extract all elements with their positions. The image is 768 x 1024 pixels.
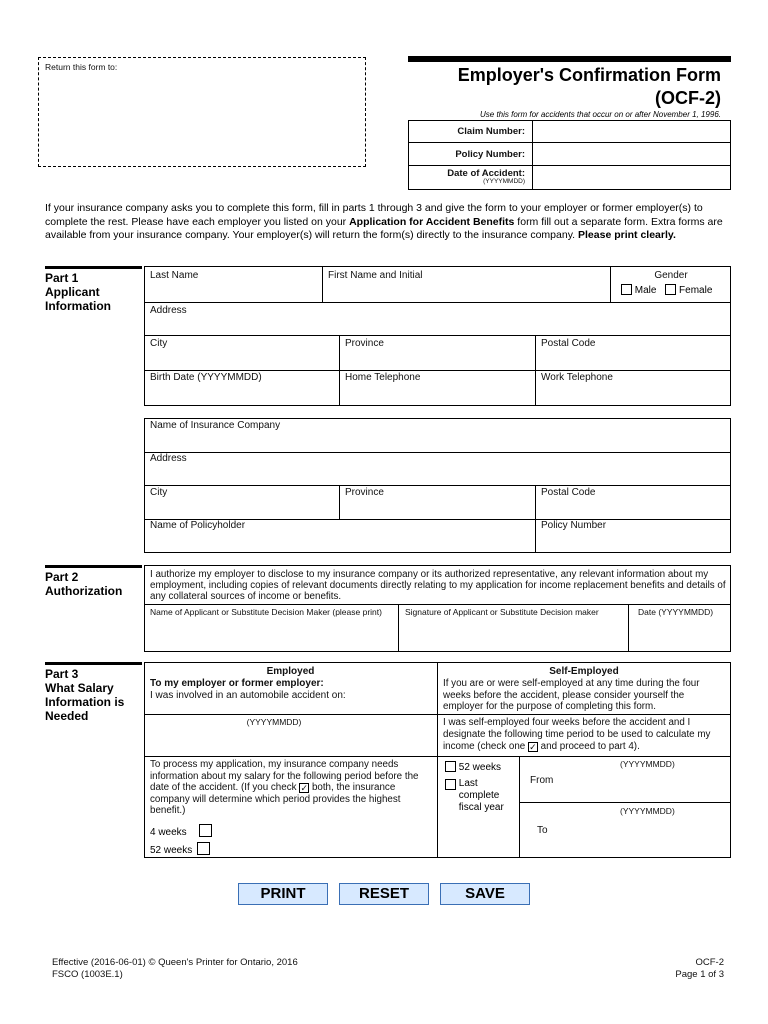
female-checkbox[interactable] [665, 284, 676, 295]
employed-date-format: (YYYYMMDD) [246, 717, 302, 727]
intro-paragraph [45, 202, 735, 243]
employed-involved-text: I was involved in an automobile accident on: [150, 690, 346, 701]
from-label: From [530, 775, 554, 786]
footer-effective: Effective (2016-06-01) © Queen's Printer for Ontario, 2016 [52, 957, 298, 968]
self-fiscal-year-checkbox[interactable] [445, 779, 456, 790]
gender-label: Gender [654, 270, 688, 281]
checkmark-icon-2: ✓ [529, 742, 537, 752]
part1-title-line1: Part 1 [45, 271, 79, 285]
self-fiscal-year-option [445, 778, 504, 814]
gender-options [621, 284, 712, 297]
part3-title-line1: Part 3 [45, 667, 79, 681]
authorization-date-field[interactable]: Date (YYYYMMDD) [638, 607, 714, 617]
postal-code-field[interactable]: Postal Code [541, 338, 596, 349]
checkmark-icon: ✓ [300, 783, 308, 793]
insurance-province-field[interactable]: Province [345, 487, 384, 498]
form-title: Employer's Confirmation Form [457, 65, 721, 85]
part1-title [45, 271, 111, 313]
insurance-address-field[interactable]: Address [150, 453, 187, 464]
part2-title-line2: Authorization [45, 584, 123, 598]
fifty-two-weeks-option [150, 842, 210, 858]
intro-bold-2: Please print clearly. [578, 229, 676, 241]
four-weeks-option [150, 824, 212, 840]
signature-field[interactable]: Signature of Applicant or Substitute Decision maker [405, 607, 599, 617]
date-of-accident-label: Date of Accident: [447, 168, 525, 179]
self-last-line1: Last [458, 778, 478, 789]
footer-fsco: FSCO (1003E.1) [52, 969, 123, 980]
self-last-line3: fiscal year [458, 802, 504, 813]
insurance-city-field[interactable]: City [150, 487, 168, 498]
work-telephone-field[interactable]: Work Telephone [541, 372, 613, 383]
date-of-accident-format: (YYYYMMDD) [483, 178, 525, 185]
to-date-format: (YYYYMMDD) [620, 806, 675, 816]
self-last-line2: complete [458, 790, 500, 801]
employed-accident-date-field[interactable] [146, 728, 435, 754]
city-field[interactable]: City [150, 338, 168, 349]
self-designate-2: and proceed to part 4). [537, 741, 640, 752]
birth-date-field[interactable]: Birth Date (YYYYMMDD) [150, 372, 262, 383]
policyholder-field[interactable]: Name of Policyholder [150, 520, 246, 531]
policy-number-label: Policy Number: [455, 149, 525, 160]
employed-process-2: both, the insurance company will determine which period provides the highest benefit.) [150, 782, 401, 816]
self-52-weeks-option [445, 761, 501, 774]
last-name-field[interactable]: Last Name [150, 270, 199, 281]
intro-text-1: If your insurance company asks you to complete this form, fill in parts 1 through 3 and give the form to your employer or former employer(s) to complete the rest. Please have each employer you listed on your [45, 202, 703, 228]
employed-process-1: To process my application, my insurance company needs information about my salary for the following period before the date of the accident. (If you check [150, 759, 419, 793]
authorization-statement: I authorize my employer to disclose to my insurance company or its authorized representative, any relevant information about my employment, including copies of relevant documents directly relating to my application for income replacement benefits and details of any collateral sources of income or benefits. [150, 569, 726, 602]
address-field[interactable]: Address [150, 305, 187, 316]
employed-heading: Employed [266, 666, 315, 677]
self-employed-text: If you are or were self-employed at any time during the four weeks before the accident, please consider yourself the employer for the purpose of completing this form. [443, 678, 700, 712]
return-address-label: Return this form to: [45, 62, 118, 72]
return-address-box[interactable] [38, 57, 366, 167]
first-name-field[interactable]: First Name and Initial [328, 270, 423, 281]
to-date-field[interactable] [560, 818, 728, 848]
intro-bold-1: Application for Accident Benefits [349, 215, 515, 228]
four-weeks-checkbox[interactable] [199, 824, 212, 837]
intro-text-2: form fill out a separate form. Extra forms are available from your insurance company. Your employer(s) will return the form(s) directly to the insurance company. [45, 215, 723, 241]
part3-title-line2: What Salary [45, 681, 114, 695]
date-of-accident-field[interactable] [534, 167, 729, 188]
home-telephone-field[interactable]: Home Telephone [345, 372, 421, 383]
footer-page: Page 1 of 3 [675, 969, 724, 980]
self-fiscal-year-label [459, 778, 504, 814]
part1-bar [45, 266, 142, 269]
save-button[interactable]: SAVE [440, 883, 530, 905]
insurance-policy-number-field[interactable]: Policy Number [541, 520, 607, 531]
employed-process-text [150, 759, 430, 817]
from-date-format: (YYYYMMDD) [620, 759, 675, 769]
part3-title-line4: Needed [45, 709, 89, 723]
header-black-bar [408, 56, 731, 62]
part2-title-line1: Part 2 [45, 570, 79, 584]
part2-bar [45, 565, 142, 568]
footer-code: OCF-2 [695, 957, 724, 968]
part1-title-line2: Applicant [45, 285, 100, 299]
employed-to-employer: To my employer or former employer: [150, 678, 324, 689]
to-label: To [537, 825, 548, 836]
form-code: (OCF-2) [655, 88, 721, 108]
female-label: Female [679, 285, 713, 296]
policy-number-field[interactable] [534, 144, 729, 164]
part3-title [45, 667, 124, 723]
fifty-two-weeks-checkbox[interactable] [197, 842, 210, 855]
part1-title-line3: Information [45, 299, 111, 313]
claim-number-label: Claim Number: [457, 126, 525, 137]
self-52-weeks-label: 52 weeks [458, 762, 502, 773]
part2-title [45, 570, 122, 598]
self-designate-1: I was self-employed four weeks before the accident and I designate the following time period to be used to calculate my income (check one [443, 717, 711, 752]
male-checkbox[interactable] [621, 284, 632, 295]
from-date-field[interactable] [560, 770, 728, 792]
reset-button[interactable]: RESET [339, 883, 429, 905]
insurance-company-field[interactable]: Name of Insurance Company [150, 420, 281, 431]
fifty-two-weeks-label: 52 weeks [150, 845, 193, 856]
applicant-name-field[interactable]: Name of Applicant or Substitute Decision Maker (please print) [150, 607, 382, 617]
claim-number-field[interactable] [534, 122, 729, 141]
part3-bar [45, 662, 142, 665]
male-label: Male [634, 285, 657, 296]
part3-title-line3: Information is [45, 695, 125, 709]
form-subtitle: Use this form for accidents that occur on or after November 1, 1996. [480, 110, 721, 119]
self-designate-text [443, 717, 728, 753]
print-button[interactable]: PRINT [238, 883, 328, 905]
province-field[interactable]: Province [345, 338, 384, 349]
self-52-weeks-checkbox[interactable] [445, 761, 456, 772]
four-weeks-label: 4 weeks [150, 827, 187, 838]
insurance-postal-code-field[interactable]: Postal Code [541, 487, 596, 498]
self-employed-heading: Self-Employed [549, 666, 619, 677]
